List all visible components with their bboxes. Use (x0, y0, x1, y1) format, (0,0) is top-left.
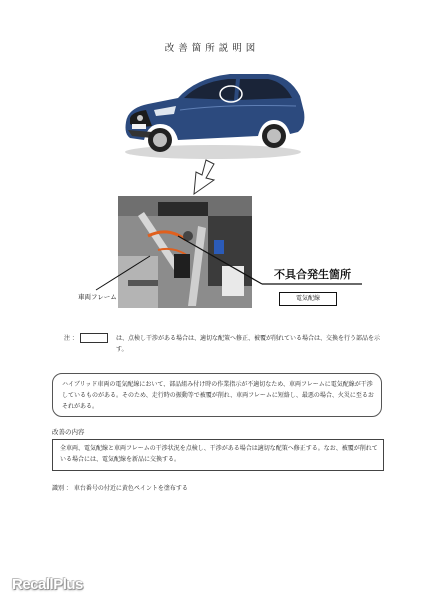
note-text: は、点検し干渉がある場合は、適切な配策へ修正、被覆が削れている場合は、交換を行う部品を示す。 (116, 335, 381, 353)
defect-description: ハイブリッド車両の電気配線において、部品組み付け時の作業指示が不適切なため、車両フレームに電気配線が干渉しているものがある。そのため、走行時の振動等で被覆が削れ、車両フレームに短絡し、最悪の場合、火災に至るおそれがある。 (62, 381, 374, 410)
recallplus-logo: RecallPlus (12, 576, 83, 593)
frame-label: 車両フレーム (78, 293, 117, 301)
page-title: 改善箇所説明図 (164, 43, 260, 54)
car-image (118, 60, 308, 160)
engine-bay-photo (118, 196, 252, 308)
identification-text: 識別 ： 車台番号の付近に黄色ペイントを塗布する (52, 485, 188, 492)
note-mark: 注 ： (64, 335, 78, 342)
note-legend-box (80, 333, 108, 343)
wiring-label: 電気配線 (279, 292, 337, 306)
arrow-down-icon (184, 158, 220, 196)
remedy-heading: 改善の内容 (52, 428, 85, 436)
remedy-text: 全車両、電気配線と車両フレームの干渉状況を点検し、干渉がある場合は適切な配策へ修正する。なお、被覆が削れている場合には、電気配線を新品に交換する。 (60, 445, 378, 463)
defect-location-label: 不具合発生箇所 (274, 268, 351, 281)
